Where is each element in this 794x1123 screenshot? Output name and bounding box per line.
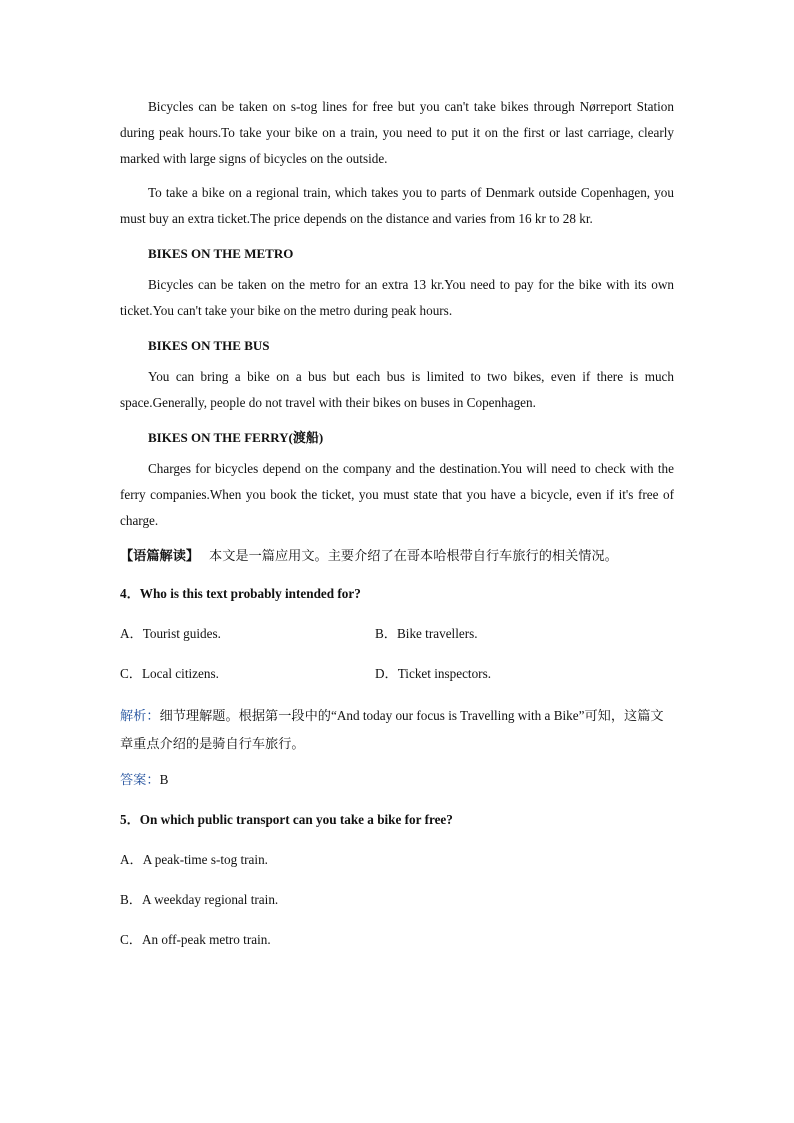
question-4-option-a: A．Tourist guides. <box>120 626 221 641</box>
paragraph-ferry: Charges for bicycles depend on the company and the destination.You will need to check with the ferry companies.When you book the ticket, you must state that you have a bicycle, even if it's free of charge. <box>120 461 674 528</box>
paragraph-metro: Bicycles can be taken on the metro for an extra 13 kr.You need to pay for the bike with its own ticket.You can't take your bike on the metro during peak hours. <box>120 277 674 318</box>
heading-metro: BIKES ON THE METRO <box>148 246 294 261</box>
passage-analysis-text: 本文是一篇应用文。主要介绍了在哥本哈根带自行车旅行的相关情况。 <box>209 548 618 563</box>
passage-analysis <box>120 546 674 566</box>
question-5-option-c: C．An off-peak metro train. <box>120 932 271 947</box>
heading-ferry: BIKES ON THE FERRY(渡船) <box>148 430 324 445</box>
paragraph-s-tog: Bicycles can be taken on s-tog lines for free but you can't take bikes through Nørreport Station during peak hours.To take your bike on a train, you need to put it on the first or last carriage, clearly marked with large signs of bicycles on the outside. <box>120 99 674 166</box>
question-5: 5．On which public transport can you take a bike for free? <box>120 812 453 827</box>
question-4-options-row-2 <box>120 664 674 684</box>
question-5-option-a: A．A peak-time s-tog train. <box>120 852 268 867</box>
question-4-options-row-1 <box>120 624 674 644</box>
answer-label: 答案： <box>120 772 160 787</box>
explanation-label: 解析： <box>120 708 160 723</box>
passage-analysis-tag: 【语篇解读】 <box>120 548 200 563</box>
question-4: 4．Who is this text probably intended for? <box>120 586 361 601</box>
heading-bus: BIKES ON THE BUS <box>148 338 270 353</box>
document-content <box>120 94 674 950</box>
question-4-option-c: C．Local citizens. <box>120 666 219 681</box>
paragraph-bus: You can bring a bike on a bus but each bus is limited to two bikes, even if there is much space.Generally, people do not travel with their bikes on buses in Copenhagen. <box>120 369 674 410</box>
question-4-option-d: D．Ticket inspectors. <box>375 666 491 681</box>
paragraph-regional-train: To take a bike on a regional train, which takes you to parts of Denmark outside Copenhagen, you must buy an extra ticket.The price depends on the distance and varies from 16 kr to 28 kr. <box>120 185 674 226</box>
answer-value: B <box>159 772 169 787</box>
question-4-option-b: B．Bike travellers. <box>375 626 478 641</box>
question-5-option-b: B．A weekday regional train. <box>120 892 279 907</box>
question-4-answer <box>120 770 674 790</box>
question-4-explanation <box>120 702 674 758</box>
explanation-text: 细节理解题。根据第一段中的“And today our focus is Travelling with a Bike”可知，这篇文章重点介绍的是骑自行车旅行。 <box>120 708 664 751</box>
